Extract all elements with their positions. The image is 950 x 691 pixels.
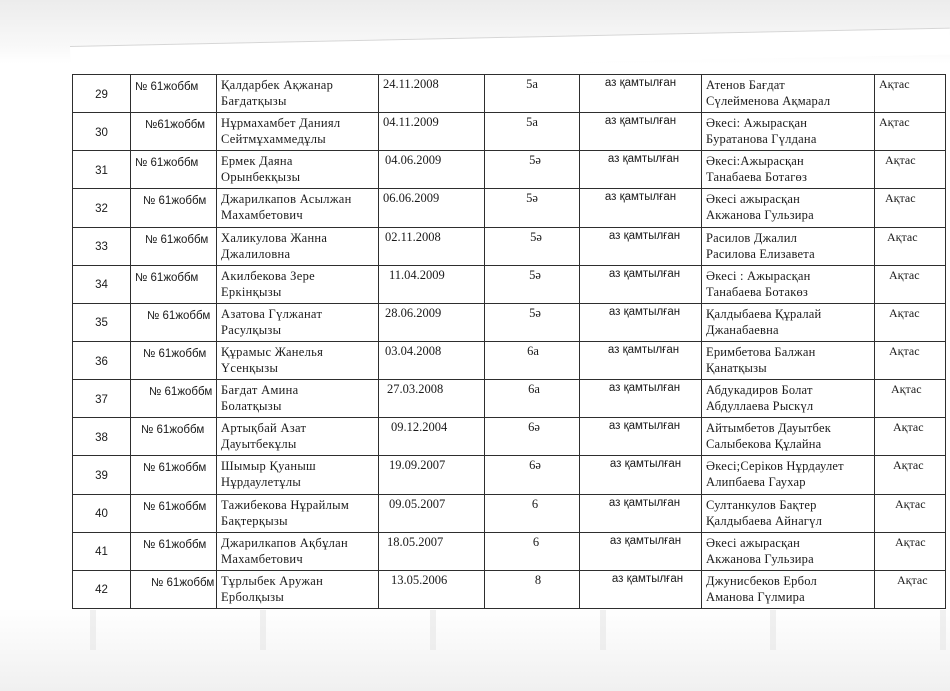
class-cell xyxy=(485,227,580,265)
student-name-cell xyxy=(217,456,379,494)
parent-line2: Акжанова Гульзира xyxy=(706,208,814,223)
school-name: № 61жоббм xyxy=(143,347,207,360)
row-number: 31 xyxy=(95,164,108,177)
parent-line1: Атенов Бағдат xyxy=(706,78,785,92)
student-name-line2: Нұрдаулетұлы xyxy=(221,475,302,490)
parent-line2: Танабаева Ботагөз xyxy=(706,170,808,185)
birth-date: 24.11.2008 xyxy=(383,77,439,91)
category-label: аз қамтылған xyxy=(608,267,681,280)
parent-line1: Қалдыбаева Құралай xyxy=(706,306,822,321)
class-label: 5а xyxy=(526,77,538,91)
student-name-line1: Шымыр Қуаныш xyxy=(221,459,316,474)
parent-line2: Алипбаева Гаухар xyxy=(706,475,806,490)
row-number: 39 xyxy=(95,469,108,482)
parent-line1: Расилов Джалил xyxy=(706,230,798,245)
table-row xyxy=(73,227,946,265)
class-label: 6ә xyxy=(528,420,540,435)
school-name: №61жоббм xyxy=(145,119,206,132)
parent-line1: Әкесі : Ажырасқан xyxy=(706,268,811,283)
class-cell xyxy=(485,456,580,494)
parent-line1: Әкесі ажырасқан xyxy=(706,192,801,207)
birth-date: 06.06.2009 xyxy=(383,191,440,206)
birth-date-cell xyxy=(379,75,485,113)
student-name-cell xyxy=(217,570,379,608)
table-row xyxy=(73,151,946,189)
category-cell xyxy=(580,570,702,608)
class-cell xyxy=(485,265,580,303)
student-name-line2: Расулқызы xyxy=(221,322,282,337)
row-number-cell xyxy=(73,532,131,570)
row-number: 37 xyxy=(95,393,108,406)
row-number: 35 xyxy=(95,317,108,330)
category-cell xyxy=(580,113,702,151)
parent-line2: Салыбекова Құлайна xyxy=(706,437,822,452)
category-cell xyxy=(580,151,702,189)
parent-line1: Әкесі:Ажырасқан xyxy=(706,154,804,169)
district-label: Ақтас xyxy=(885,153,916,168)
school-cell xyxy=(131,570,217,608)
school-cell xyxy=(131,494,217,532)
school-cell xyxy=(131,227,217,265)
row-number-cell xyxy=(73,456,131,494)
row-number: 30 xyxy=(95,126,108,139)
student-name-line1: Акилбекова Зере xyxy=(221,268,315,283)
school-name: № 61жоббм xyxy=(145,233,209,246)
parent-line2: Танабаева Ботакөз xyxy=(706,284,809,299)
parent-line2: Абдуллаева Рыскүл xyxy=(706,399,814,414)
class-cell xyxy=(485,113,580,151)
parents-cell xyxy=(702,380,875,418)
row-number-cell xyxy=(73,151,131,189)
student-name-cell xyxy=(217,75,379,113)
class-label: 6а xyxy=(527,343,539,358)
birth-date-cell xyxy=(379,189,485,227)
birth-date-cell xyxy=(379,418,485,456)
school-name: № 61жоббм xyxy=(143,538,207,551)
category-label: аз қамтылған xyxy=(608,420,681,433)
student-name-line2: Ерболқызы xyxy=(221,589,285,604)
category-cell xyxy=(580,380,702,418)
row-number: 32 xyxy=(95,202,108,215)
district-cell xyxy=(875,75,946,113)
category-label: аз қамтылған xyxy=(604,115,677,128)
school-cell xyxy=(131,456,217,494)
birth-date: 11.04.2009 xyxy=(389,267,445,282)
school-cell xyxy=(131,151,217,189)
parents-cell xyxy=(702,303,875,341)
row-number-cell xyxy=(73,570,131,608)
student-name-line1: Бағдат Амина xyxy=(221,383,299,398)
district-label: Ақтас xyxy=(891,382,922,397)
student-name-line2: Үсенқызы xyxy=(221,360,279,375)
row-number-cell xyxy=(73,341,131,379)
district-label: Ақтас xyxy=(895,534,926,549)
class-label: 5ә xyxy=(529,267,541,282)
district-label: Ақтас xyxy=(887,229,918,244)
birth-date-cell xyxy=(379,380,485,418)
student-name-line2: Махамбетович xyxy=(221,551,303,566)
category-label: аз қамтылған xyxy=(608,305,681,318)
class-label: 6ә xyxy=(529,458,541,473)
birth-date: 19.09.2007 xyxy=(389,458,446,473)
district-cell xyxy=(875,570,946,608)
school-cell xyxy=(131,265,217,303)
student-name-line2: Бақтерқызы xyxy=(221,513,288,528)
birth-date: 09.12.2004 xyxy=(391,420,448,435)
parent-line2: Акжанова Гульзира xyxy=(706,551,814,566)
student-name-line1: Ермек Даяна xyxy=(221,154,293,169)
category-label: аз қамтылған xyxy=(604,191,677,204)
birth-date: 04.06.2009 xyxy=(385,153,442,168)
school-cell xyxy=(131,189,217,227)
class-cell xyxy=(485,151,580,189)
row-number: 36 xyxy=(95,355,108,368)
row-number: 42 xyxy=(95,584,108,597)
parent-line1: Джунисбеков Ербол xyxy=(706,573,817,588)
student-name-line2: Джалиловна xyxy=(221,246,291,261)
class-cell xyxy=(485,341,580,379)
district-cell xyxy=(875,380,946,418)
category-label: аз қамтылған xyxy=(609,534,682,547)
row-number-cell xyxy=(73,113,131,151)
district-cell xyxy=(875,456,946,494)
category-cell xyxy=(580,227,702,265)
category-cell xyxy=(580,75,702,113)
student-name-cell xyxy=(217,303,379,341)
district-cell xyxy=(875,227,946,265)
class-cell xyxy=(485,303,580,341)
parent-line1: Әкесі ажырасқан xyxy=(706,535,801,550)
district-cell xyxy=(875,532,946,570)
category-cell xyxy=(580,418,702,456)
category-cell xyxy=(580,265,702,303)
parent-line2: Буратанова Гүлдана xyxy=(706,132,817,147)
district-label: Ақтас xyxy=(893,458,924,473)
row-number-cell xyxy=(73,494,131,532)
student-name-cell xyxy=(217,189,379,227)
school-name: № 61жоббм xyxy=(143,195,207,208)
parents-cell xyxy=(702,494,875,532)
birth-date: 28.06.2009 xyxy=(385,305,442,320)
district-label: Ақтас xyxy=(897,572,928,587)
school-cell xyxy=(131,113,217,151)
parent-line1: Әкесі: Ажырасқан xyxy=(706,116,808,131)
parents-cell xyxy=(702,418,875,456)
student-name-line1: Азатова Гүлжанат xyxy=(221,306,323,321)
class-cell xyxy=(485,570,580,608)
parents-cell xyxy=(702,113,875,151)
category-label: аз қамтылған xyxy=(608,229,681,242)
school-name: № 61жоббм xyxy=(135,271,199,284)
birth-date-cell xyxy=(379,341,485,379)
parents-cell xyxy=(702,227,875,265)
district-cell xyxy=(875,151,946,189)
scan-bottom-noise xyxy=(0,610,950,650)
row-number-cell xyxy=(73,75,131,113)
district-cell xyxy=(875,418,946,456)
birth-date: 18.05.2007 xyxy=(387,534,444,549)
category-label: аз қамтылған xyxy=(609,458,682,471)
student-name-line2: Махамбетович xyxy=(221,208,303,223)
table-row xyxy=(73,532,946,570)
birth-date: 13.05.2006 xyxy=(391,572,448,587)
row-number: 29 xyxy=(95,88,108,101)
parents-cell xyxy=(702,341,875,379)
student-name-cell xyxy=(217,151,379,189)
district-label: Ақтас xyxy=(895,496,926,511)
school-cell xyxy=(131,380,217,418)
table-row xyxy=(73,113,946,151)
parent-line2: Аманова Гүлмира xyxy=(706,589,805,604)
school-name: № 61жоббм xyxy=(135,157,199,170)
row-number: 34 xyxy=(95,279,108,292)
class-label: 5ә xyxy=(529,153,541,168)
district-cell xyxy=(875,303,946,341)
student-name-cell xyxy=(217,227,379,265)
class-cell xyxy=(485,75,580,113)
category-label: аз қамтылған xyxy=(607,343,680,356)
class-label: 8 xyxy=(534,572,542,587)
category-cell xyxy=(580,341,702,379)
student-name-line2: Бағдатқызы xyxy=(221,94,287,108)
category-label: аз қамтылған xyxy=(611,572,684,585)
district-cell xyxy=(875,494,946,532)
district-label: Ақтас xyxy=(889,343,920,358)
row-number-cell xyxy=(73,418,131,456)
category-label: аз қамтылған xyxy=(608,382,681,395)
class-cell xyxy=(485,532,580,570)
parent-line1: Абдукадиров Болат xyxy=(706,383,813,398)
student-name-line2: Дауытбекұлы xyxy=(221,437,297,452)
table-row xyxy=(73,265,946,303)
school-cell xyxy=(131,303,217,341)
birth-date-cell xyxy=(379,303,485,341)
student-name-cell xyxy=(217,265,379,303)
parent-line2: Джанабаевна xyxy=(706,322,779,337)
district-cell xyxy=(875,341,946,379)
class-label: 6 xyxy=(531,496,539,511)
student-name-line2: Орынбекқызы xyxy=(221,170,301,185)
table-row xyxy=(73,418,946,456)
category-cell xyxy=(580,303,702,341)
parent-line2: Расилова Елизавета xyxy=(706,246,815,261)
student-name-line1: Артықбай Азат xyxy=(221,421,307,436)
row-number-cell xyxy=(73,303,131,341)
class-cell xyxy=(485,418,580,456)
row-number-cell xyxy=(73,189,131,227)
table-row xyxy=(73,75,946,113)
school-name: № 61жоббм xyxy=(149,386,213,399)
district-label: Ақтас xyxy=(885,191,916,206)
birth-date: 27.03.2008 xyxy=(387,382,444,397)
category-cell xyxy=(580,494,702,532)
parent-line2: Қалдыбаева Айнагүл xyxy=(706,513,823,528)
parent-line1: Еримбетова Балжан xyxy=(706,344,816,359)
row-number: 41 xyxy=(95,546,108,559)
district-cell xyxy=(875,265,946,303)
student-name-line1: Тажибекова Нұрайлым xyxy=(221,497,350,512)
class-label: 6 xyxy=(532,534,540,549)
parent-line1: Әкесі;Серіков Нұрдаулет xyxy=(706,459,844,474)
table-body xyxy=(73,75,946,609)
birth-date-cell xyxy=(379,113,485,151)
school-cell xyxy=(131,75,217,113)
table-row xyxy=(73,341,946,379)
birth-date: 04.11.2009 xyxy=(383,115,439,130)
student-name-line1: Құрамыс Жанелья xyxy=(221,344,324,359)
district-label: Ақтас xyxy=(889,305,920,320)
birth-date-cell xyxy=(379,456,485,494)
birth-date-cell xyxy=(379,494,485,532)
row-number-cell xyxy=(73,265,131,303)
row-number-cell xyxy=(73,380,131,418)
category-label: аз қамтылған xyxy=(608,496,681,509)
student-name-cell xyxy=(217,494,379,532)
parents-cell xyxy=(702,532,875,570)
district-cell xyxy=(875,113,946,151)
class-label: 5ә xyxy=(530,229,542,244)
school-name: № 61жоббм xyxy=(151,576,215,589)
birth-date: 09.05.2007 xyxy=(389,496,446,511)
category-cell xyxy=(580,532,702,570)
row-number: 33 xyxy=(95,241,108,254)
student-name-cell xyxy=(217,418,379,456)
parent-line1: Султанкулов Бақтер xyxy=(706,497,817,512)
birth-date: 02.11.2008 xyxy=(385,229,441,244)
parent-line2: Қанатқызы xyxy=(706,360,767,375)
birth-date-cell xyxy=(379,532,485,570)
school-cell xyxy=(131,418,217,456)
school-name: № 61жоббм xyxy=(135,81,199,93)
district-label: Ақтас xyxy=(889,267,920,282)
class-label: 5ә xyxy=(526,191,538,206)
parents-cell xyxy=(702,456,875,494)
class-label: 5ә xyxy=(529,305,541,320)
parents-cell xyxy=(702,75,875,113)
student-name-cell xyxy=(217,532,379,570)
student-name-cell xyxy=(217,113,379,151)
class-cell xyxy=(485,494,580,532)
birth-date-cell xyxy=(379,151,485,189)
category-cell xyxy=(580,456,702,494)
class-label: 6а xyxy=(528,382,540,397)
parent-line1: Айтымбетов Дауытбек xyxy=(706,421,831,436)
category-label: аз қамтылған xyxy=(607,153,680,166)
table-row xyxy=(73,303,946,341)
category-cell xyxy=(580,189,702,227)
school-cell xyxy=(131,341,217,379)
student-name-line1: Джарилкапов Ақбұлан xyxy=(221,535,349,550)
student-name-line1: Халикулова Жанна xyxy=(221,230,328,245)
school-name: № 61жоббм xyxy=(141,424,205,437)
district-label: Ақтас xyxy=(893,420,924,435)
district-label: Ақтас xyxy=(879,77,910,91)
student-name-line1: Нұрмахамбет Даниял xyxy=(221,116,341,131)
table-row xyxy=(73,570,946,608)
students-table xyxy=(72,74,946,609)
row-number-cell xyxy=(73,227,131,265)
student-name-line1: Қалдарбек Ақжанар xyxy=(221,78,334,92)
class-cell xyxy=(485,380,580,418)
student-name-line2: Болатқызы xyxy=(221,399,282,414)
student-name-line1: Джарилкапов Асылжан xyxy=(221,192,352,207)
parent-line2: Сүлейменова Ақмарал xyxy=(706,94,831,108)
student-name-line1: Тұрлыбек Аружан xyxy=(221,573,324,588)
student-name-cell xyxy=(217,341,379,379)
table-row xyxy=(73,189,946,227)
district-label: Ақтас xyxy=(879,115,910,130)
birth-date-cell xyxy=(379,570,485,608)
school-name: № 61жоббм xyxy=(143,462,207,475)
row-number: 40 xyxy=(95,508,108,521)
table-row xyxy=(73,494,946,532)
class-label: 5а xyxy=(526,115,538,130)
birth-date: 03.04.2008 xyxy=(385,343,442,358)
student-name-cell xyxy=(217,380,379,418)
table-row xyxy=(73,456,946,494)
school-name: № 61жоббм xyxy=(147,309,211,322)
table-row xyxy=(73,380,946,418)
parents-cell xyxy=(702,189,875,227)
parents-cell xyxy=(702,265,875,303)
student-name-line2: Сейтмұхаммедұлы xyxy=(221,132,326,147)
category-label: аз қамтылған xyxy=(604,77,677,89)
school-cell xyxy=(131,532,217,570)
class-cell xyxy=(485,189,580,227)
birth-date-cell xyxy=(379,227,485,265)
district-cell xyxy=(875,189,946,227)
birth-date-cell xyxy=(379,265,485,303)
parents-cell xyxy=(702,570,875,608)
parents-cell xyxy=(702,151,875,189)
row-number: 38 xyxy=(95,431,108,444)
school-name: № 61жоббм xyxy=(143,500,207,513)
student-name-line2: Еркінқызы xyxy=(221,284,282,299)
